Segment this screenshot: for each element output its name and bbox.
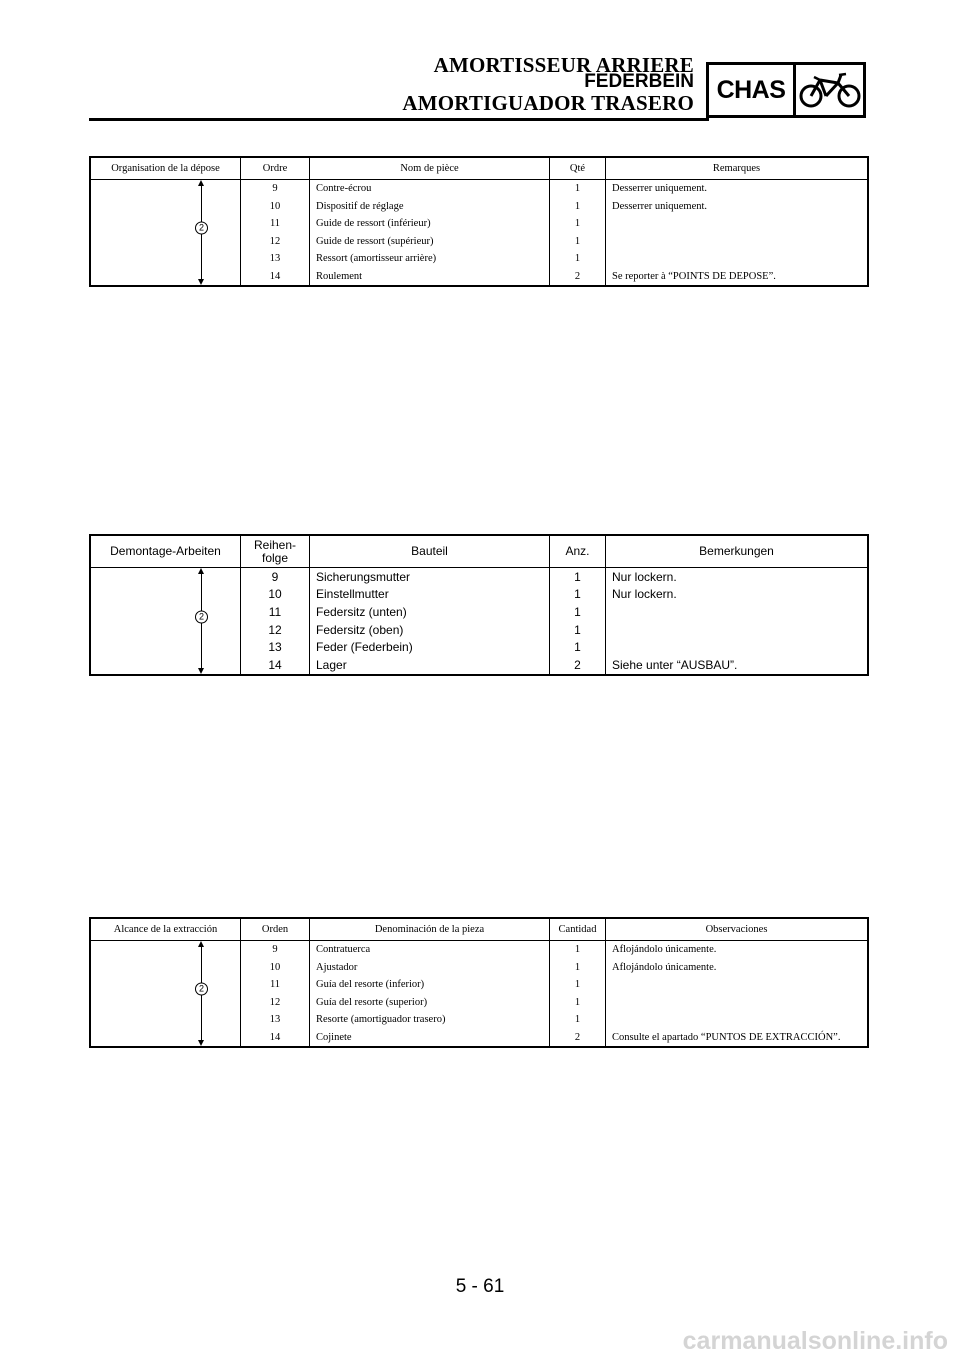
- table-header-es: [91, 919, 867, 941]
- col-header-order-group: Organisation de la dépose: [91, 158, 241, 179]
- table-row: 11 Guide de ressort (inférieur) 1: [91, 215, 867, 233]
- motorcycle-icon: [796, 65, 863, 115]
- removal-table-es: [89, 917, 869, 1048]
- table-row: 10 Einstellmutter 1 Nur lockern.: [91, 586, 867, 604]
- order-group-bracket: [91, 568, 241, 674]
- arrow-down-icon: [198, 668, 204, 674]
- table-body-de: [91, 568, 867, 674]
- section-badge: [706, 62, 866, 118]
- col-header-qty: Qté: [550, 158, 606, 179]
- order-group-bracket: [91, 941, 241, 1046]
- col-header-order-group: Alcance de la extracción: [91, 919, 241, 940]
- table-row: 11 Federsitz (unten) 1: [91, 603, 867, 621]
- table-row: 10 Dispositif de réglage 1 Desserrer uniquement.: [91, 198, 867, 216]
- header-rule: [89, 118, 709, 121]
- col-header-remarks: Bemerkungen: [699, 544, 774, 558]
- col-header-order: Ordre: [241, 158, 310, 179]
- table-body-fr: [91, 180, 867, 285]
- page-number: 5 - 61: [455, 1276, 505, 1297]
- table-row: 10 Ajustador 1 Aflojándolo únicamente.: [91, 959, 867, 977]
- col-header-qty: Anz.: [550, 536, 606, 567]
- header-title-de: FEDERBEIN: [584, 71, 694, 92]
- arrow-down-icon: [198, 279, 204, 285]
- table-row: 11 Guía del resorte (inferior) 1: [91, 976, 867, 994]
- table-row: 12 Guide de ressort (supérieur) 1: [91, 233, 867, 251]
- col-header-part: Nom de pièce: [310, 158, 550, 179]
- table-header-fr: [91, 158, 867, 180]
- col-header-remarks: Remarques: [712, 163, 761, 174]
- header-title-fr: AMORTISSEUR ARRIERE: [433, 53, 694, 77]
- col-header-order: Orden: [241, 919, 310, 940]
- removal-table-de: [89, 534, 869, 676]
- table-row: 13 Feder (Federbein) 1: [91, 638, 867, 656]
- col-header-remarks: Observaciones: [705, 924, 768, 935]
- order-group-bracket: [91, 180, 241, 285]
- watermark: carmanualsonline.info: [682, 1327, 948, 1355]
- col-header-order-group: Demontage-Arbeiten: [91, 536, 241, 567]
- col-header-qty: Cantidad: [550, 919, 606, 940]
- group-number-marker: 2: [195, 983, 208, 996]
- table-row: 12 Federsitz (oben) 1: [91, 621, 867, 639]
- col-header-part: Bauteil: [310, 536, 550, 567]
- group-number-marker: 2: [195, 222, 208, 235]
- header-title-es: AMORTIGUADOR TRASERO: [402, 91, 694, 115]
- table-row: 9 Sicherungsmutter 1 Nur lockern.: [91, 568, 867, 586]
- table-row: 9 Contratuerca 1 Aflojándolo únicamente.: [91, 941, 867, 959]
- table-row: 14 Roulement 2 Se reporter à “POINTS DE DEPOSE”.: [91, 268, 867, 286]
- col-header-part: Denominación de la pieza: [310, 919, 550, 940]
- col-header-order: Reihen- folge: [241, 536, 310, 567]
- group-number-marker: 2: [195, 610, 208, 623]
- table-row: 12 Guía del resorte (superior) 1: [91, 994, 867, 1012]
- table-body-es: [91, 941, 867, 1046]
- removal-table-fr: [89, 156, 869, 287]
- arrow-down-icon: [198, 1040, 204, 1046]
- table-row: 14 Cojinete 2 Consulte el apartado “PUNTOS DE EXTRACCIÓN”.: [91, 1029, 867, 1047]
- table-row: 14 Lager 2 Siehe unter “AUSBAU”.: [91, 656, 867, 674]
- table-row: 13 Ressort (amortisseur arrière) 1: [91, 250, 867, 268]
- table-row: 13 Resorte (amortiguador trasero) 1: [91, 1011, 867, 1029]
- section-badge-label: CHAS: [709, 65, 796, 115]
- table-header-de: [91, 536, 867, 568]
- table-row: 9 Contre-écrou 1 Desserrer uniquement.: [91, 180, 867, 198]
